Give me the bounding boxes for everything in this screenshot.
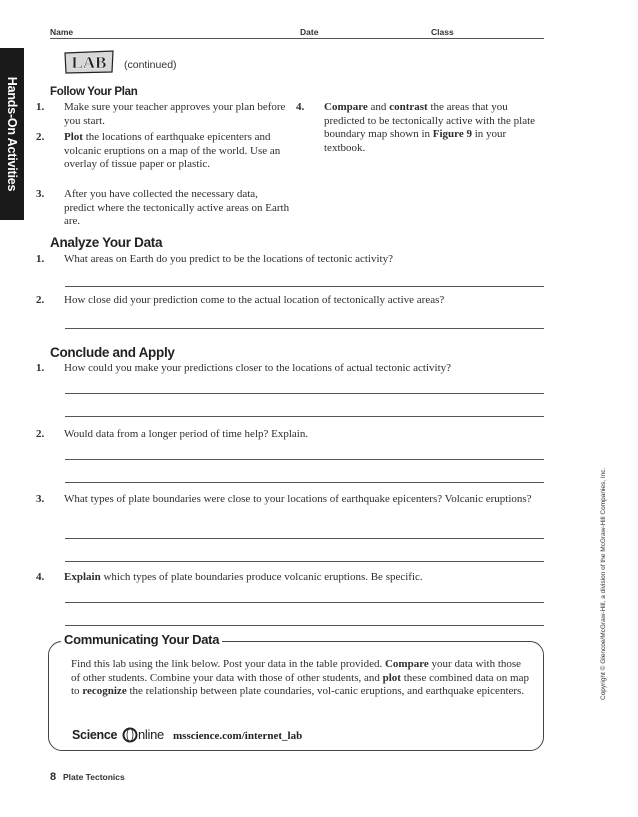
conclude-question-4: 4. Explain which types of plate boundaries produce volcanic eruptions. Be specific. (36, 571, 423, 583)
answer-line[interactable] (65, 561, 544, 562)
page-number: 8 (50, 771, 57, 783)
plan-step-4: 4. Compare and contrast the areas that you predicted to be tectonically active with the plate boundary map shown in Figure 9 in your textbook. (296, 101, 536, 154)
science-online-logo-text-b: nline (138, 727, 164, 742)
plan-step-3: 3. After you have collected the necessary data, predict where the tectonically active areas on Earth are. (36, 188, 290, 228)
answer-line[interactable] (65, 602, 544, 603)
analyze-question-1: 1. What areas on Earth do you predict to be the locations of tectonic activity? (36, 253, 393, 265)
conclude-question-1: 1. How could you make your predictions closer to the locations of actual tectonic activity? (36, 362, 452, 374)
copyright-notice: Copyright © Glencoe/McGraw-Hill, a division of the McGraw-Hill Companies, Inc. (600, 467, 607, 700)
continued-label: (continued) (124, 59, 177, 71)
communicating-instructions: Find this lab using the link below. Post your data in the table provided. Compare your data with those of other students. Combine your data with those of other students, and plot these combined data on map to recognize the relationship between plate coundaries, vol-canic eruptions, and earthquake epicenters. (71, 658, 529, 698)
conclude-question-2: 2. Would data from a longer period of time help? Explain. (36, 428, 309, 440)
answer-line[interactable] (65, 459, 544, 460)
globe-icon (122, 727, 138, 743)
internet-lab-link[interactable]: msscience.com/internet_lab (173, 730, 303, 742)
plan-step-1: 1. Make sure your teacher approves your plan before you start. (36, 101, 286, 127)
follow-plan-heading: Follow Your Plan (50, 86, 138, 98)
answer-line[interactable] (65, 538, 544, 539)
conclude-heading: Conclude and Apply (50, 345, 175, 360)
plan-step-2: 2. Plot the locations of earthquake epicenters and volcanic eruptions on a map of the world. Use an overlay of tissue paper or plastic. (36, 131, 281, 171)
name-label: Name (50, 27, 74, 37)
lab-logo-text: LAB (71, 53, 107, 72)
analyze-heading: Analyze Your Data (50, 235, 163, 250)
answer-line[interactable] (65, 286, 544, 287)
answer-line[interactable] (65, 625, 544, 626)
analyze-question-2: 2. How close did your prediction come to the actual location of tectonically active areas? (36, 294, 445, 306)
answer-line[interactable] (65, 328, 544, 329)
side-tab-label: Hands-On Activities (5, 76, 19, 192)
science-online-logo-text-a: Science (72, 728, 118, 742)
header-rule (50, 38, 544, 39)
communicating-heading: Communicating Your Data (61, 632, 222, 647)
section-side-tab (0, 48, 24, 220)
footer-title: Plate Tectonics (63, 772, 125, 782)
date-label: Date (300, 27, 319, 37)
science-online-logo (72, 726, 172, 746)
class-label: Class (431, 27, 454, 37)
lab-logo (63, 49, 115, 75)
answer-line[interactable] (65, 482, 544, 483)
answer-line[interactable] (65, 416, 544, 417)
conclude-question-3: 3. What types of plate boundaries were close to your locations of earthquake epicenters? Volcanic eruptions? (36, 493, 532, 505)
answer-line[interactable] (65, 393, 544, 394)
